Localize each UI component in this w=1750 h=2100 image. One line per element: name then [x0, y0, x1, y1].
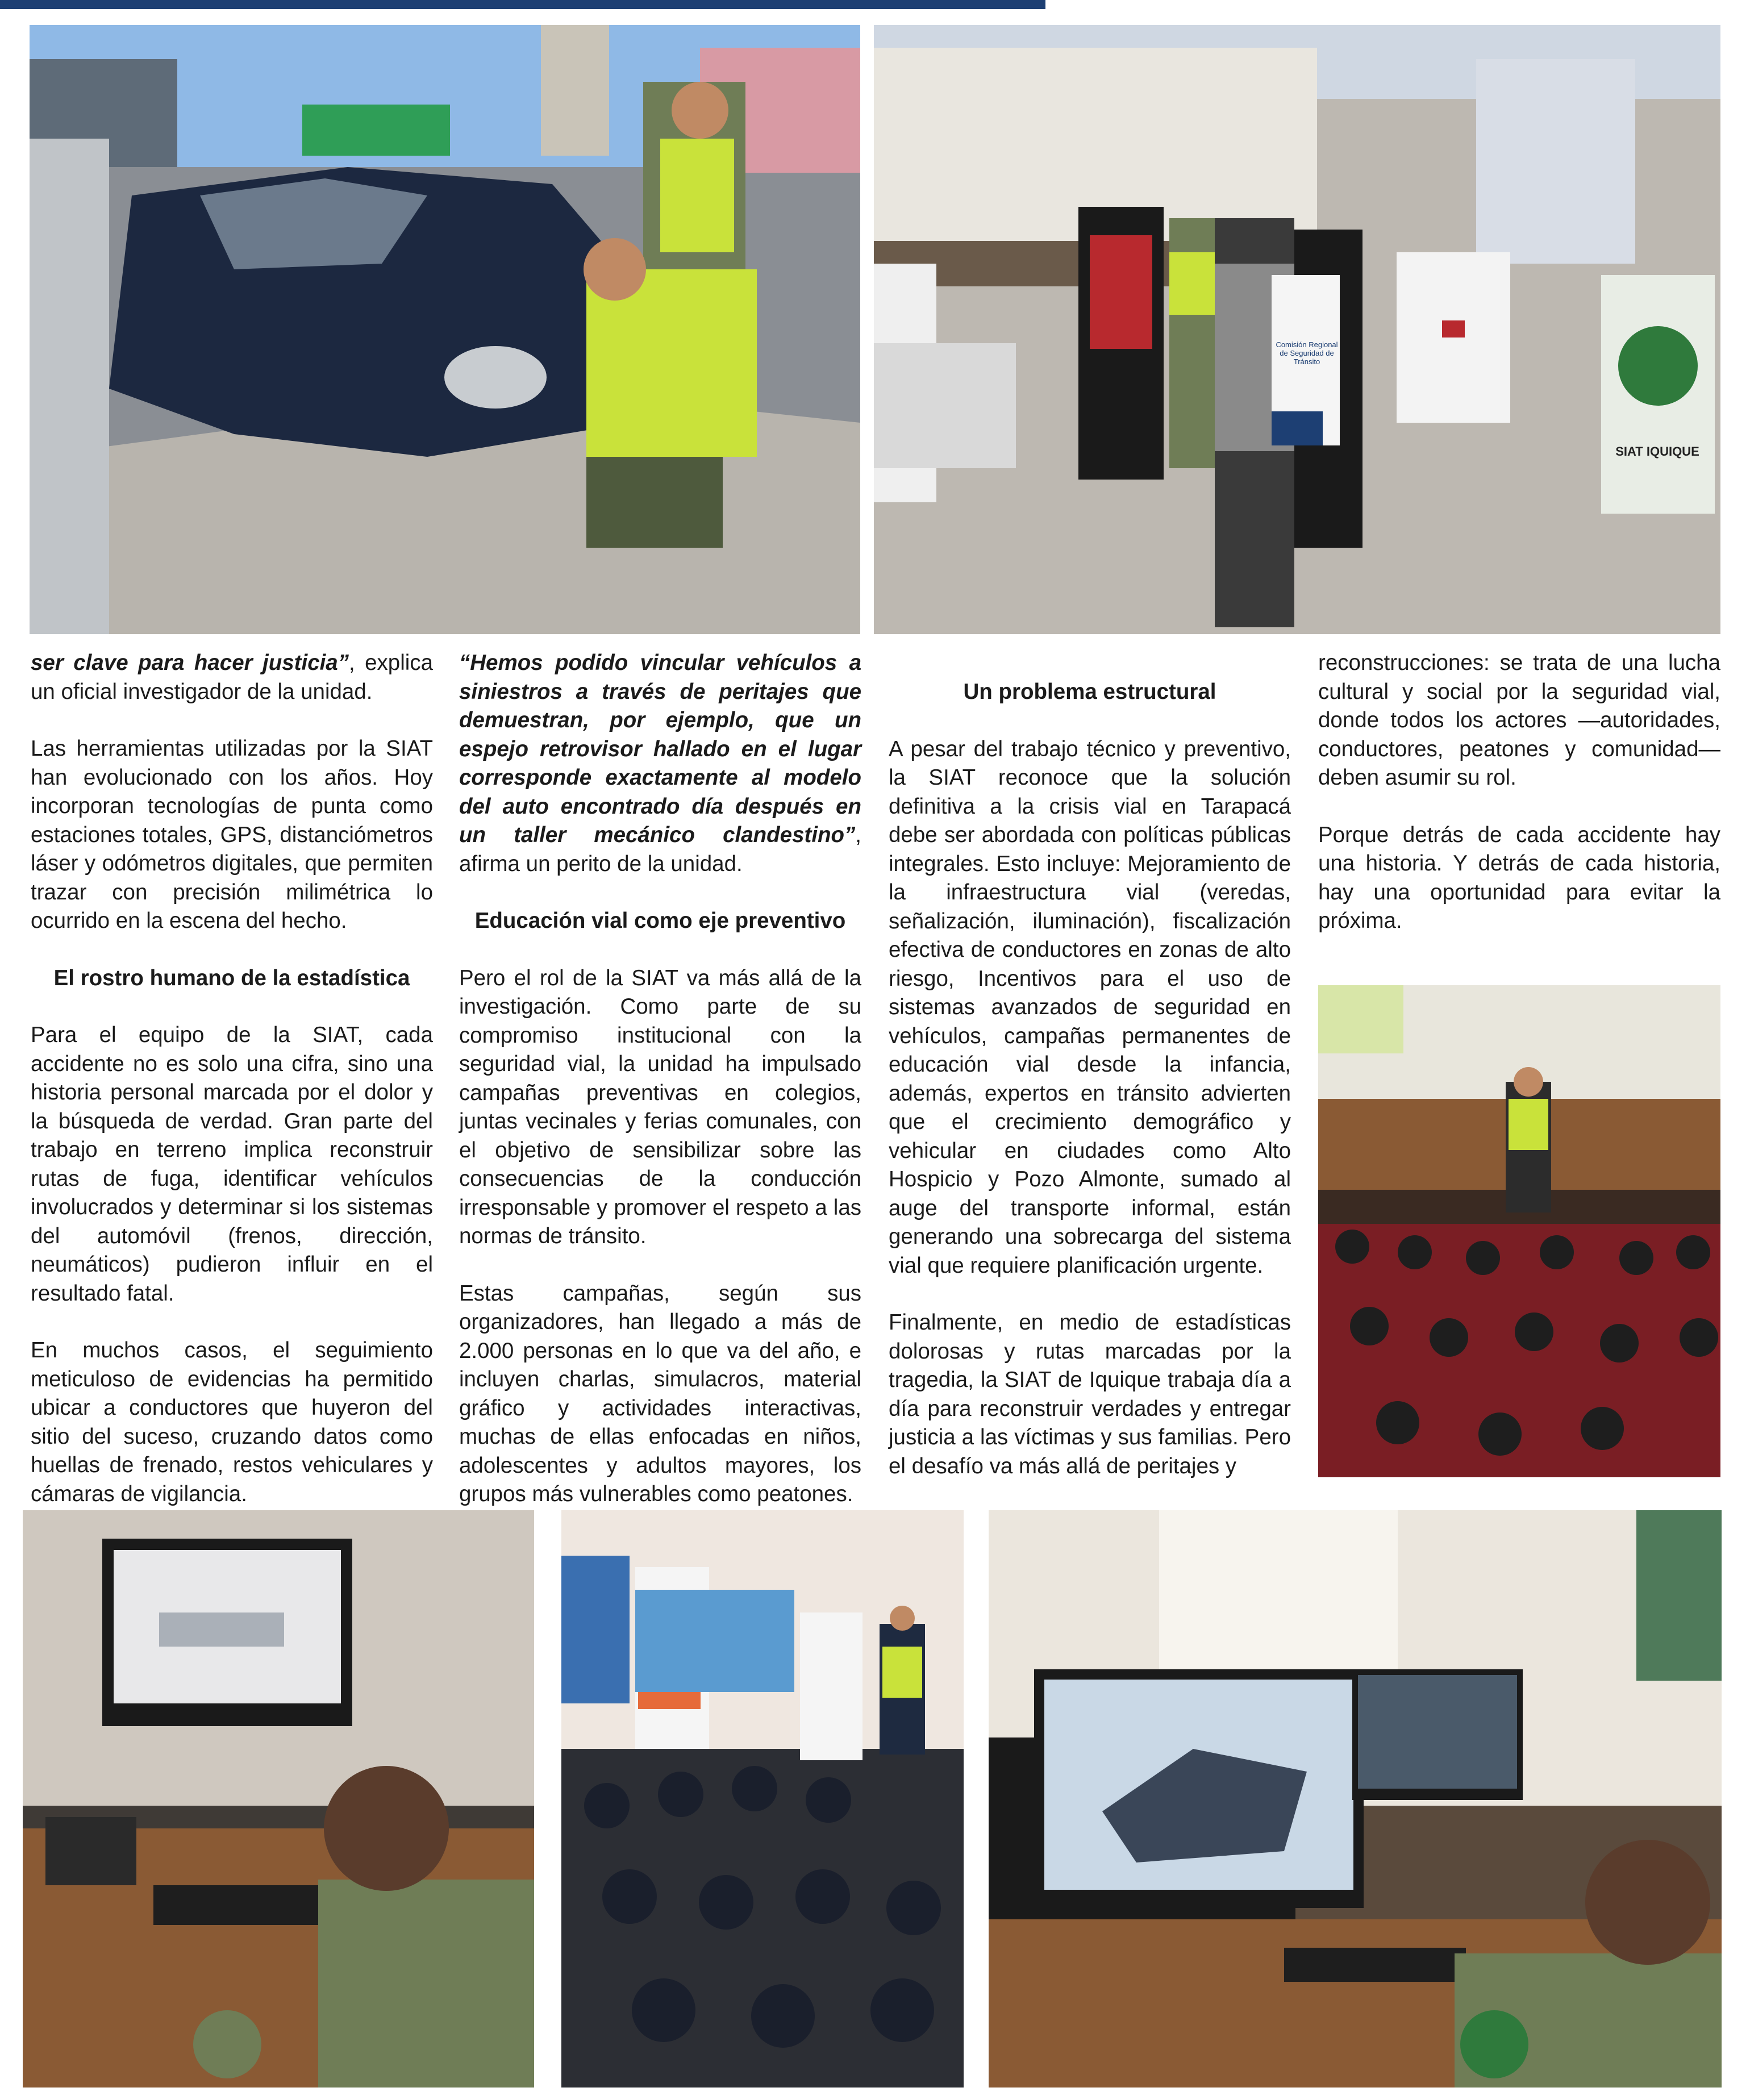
- col2-quote-paragraph: [459, 649, 861, 878]
- col4-paragraph-2: Porque detrás de cada accidente hay una historia. Y detrás de cada historia, hay una oportunidad para evitar la próxima.: [1318, 822, 1720, 933]
- col4-paragraph-1: reconstrucciones: se trata de una lucha cultural y social por la seguridad vial, donde todos los actores —autoridades, conductores, peatones y comunidad— deben asumir su rol.: [1318, 651, 1720, 790]
- col1-quote-end: ser clave para hacer justicia”: [31, 651, 349, 675]
- col2-quote: “Hemos podido vincular vehículos a siniestros a través de peritajes que demuestran, por ejemplo, que un espejo retrovisor hallado en el lugar corresponde exactamente al modelo del auto encontrado día después en un taller mecánico clandestino”: [459, 651, 861, 847]
- col2-paragraph-2: Estas campañas, según sus organizadores, han llegado a más de 2.000 personas en lo que va del año, e incluyen charlas, simulacros, material gráfico y actividades interactivas, muchas de ellas enfocadas en niños, adolescentes y adultos mayores, los grupos más vulnerables como peatones.: [459, 1281, 861, 1506]
- subheading-problema-estructural: Un problema estructural: [963, 680, 1216, 704]
- col2-paragraph-1: Pero el rol de la SIAT va más allá de la investigación. Como parte de su compromiso institucional con la seguridad vial, la unidad ha impulsado campañas preventivas en colegios, juntas vecinales y ferias comunales, con el objetivo de sensibilizar sobre las consecuencias de la conducción irresponsable y promover el respeto a las normas de tránsito.: [459, 965, 861, 1248]
- text-column-1: [31, 649, 433, 1509]
- col1-paragraph-4: En muchos casos, el seguimiento meticuloso de evidencias ha permitido ubicar a conductores que huyeron del sitio del suceso, cruzando datos como huellas de frenado, restos vehiculares y cámaras de vigilancia.: [31, 1338, 433, 1506]
- header-accent-bar-tip: [1023, 0, 1045, 9]
- photo-crash-analysis-monitor: [989, 1510, 1722, 2088]
- col3-paragraph-2: Finalmente, en medio de estadísticas dolorosas y rutas marcadas por la tragedia, la SIAT de Iquique trabaja día a día para reconstruir verdades y entregar justicia a las víctimas y sus familias. Pero el desafío va más allá de peritajes y: [889, 1310, 1291, 1478]
- col1-paragraph-2: Las herramientas utilizadas por la SIAT han evolucionado con los años. Hoy incorporan tecnologías de punta como estaciones totales, GPS, distanciómetros láser y odómetros digitales, que permiten trazar con precisión milimétrica lo ocurrido en la escena del hecho.: [31, 736, 433, 933]
- banner-org-name: Comisión Regional de Seguridad de Tránsito: [1276, 340, 1338, 366]
- subheading-educacion-vial: Educación vial como eje preventivo: [474, 909, 846, 933]
- banner-siat-iquique: SIAT IQUIQUE: [1615, 444, 1699, 459]
- text-column-4: [1318, 649, 1720, 936]
- photo-auditorium-talk: [1318, 985, 1720, 1477]
- col1-paragraph-3: Para el equipo de la SIAT, cada accidente no es solo una cifra, sino una historia personal marcada por el dolor y la búsqueda de verdad. Gran parte del trabajo en terreno implica reconstruir rutas de fuga, identificar vehículos involucrados y determinar si los sistemas del automóvil (frenos, dirección, neumáticos) pudieron influir en el resultado fatal.: [31, 1023, 433, 1306]
- subheading-rostro-humano: El rostro humano de la estadística: [53, 965, 410, 990]
- col1-paragraph-1: [31, 649, 433, 706]
- text-column-2: [459, 649, 861, 1509]
- col3-paragraph-1: A pesar del trabajo técnico y preventivo, la SIAT reconoce que la solución definitiva a la crisis vial en Tarapacá debe ser abordada con políticas públicas integrales. Esto incluye: Mejoramiento de la infraestructura vial (veredas, señalización, iluminación), fiscalización efectiva de conductores en zonas de alto riesgo, Incentivos para el uso de sistemas avanzados de seguridad en vehículos, campañas permanentes de educación vial desde la infancia, además, expertos en tránsito advierten que el crecimiento demográfico y vehicular en ciudades como Alto Hospicio y Pozo Almonte, sumado al auge del transporte informal, están generando una sobrecarga del sistema vial que requiere planificación urgente.: [889, 736, 1291, 1278]
- col2-quote-attribution: , afirma un perito de la unidad.: [459, 823, 861, 876]
- photo-classroom-presentation: [561, 1510, 964, 2088]
- text-column-3: [889, 678, 1291, 1481]
- photo-damaged-car-inspection: [30, 25, 860, 634]
- header-accent-bar: [0, 0, 1045, 9]
- photo-street-campaign: [874, 25, 1720, 634]
- col1-attribution: , explica un oficial investigador de la unidad.: [31, 651, 433, 704]
- photo-3d-reconstruction-workstation: [23, 1510, 534, 2088]
